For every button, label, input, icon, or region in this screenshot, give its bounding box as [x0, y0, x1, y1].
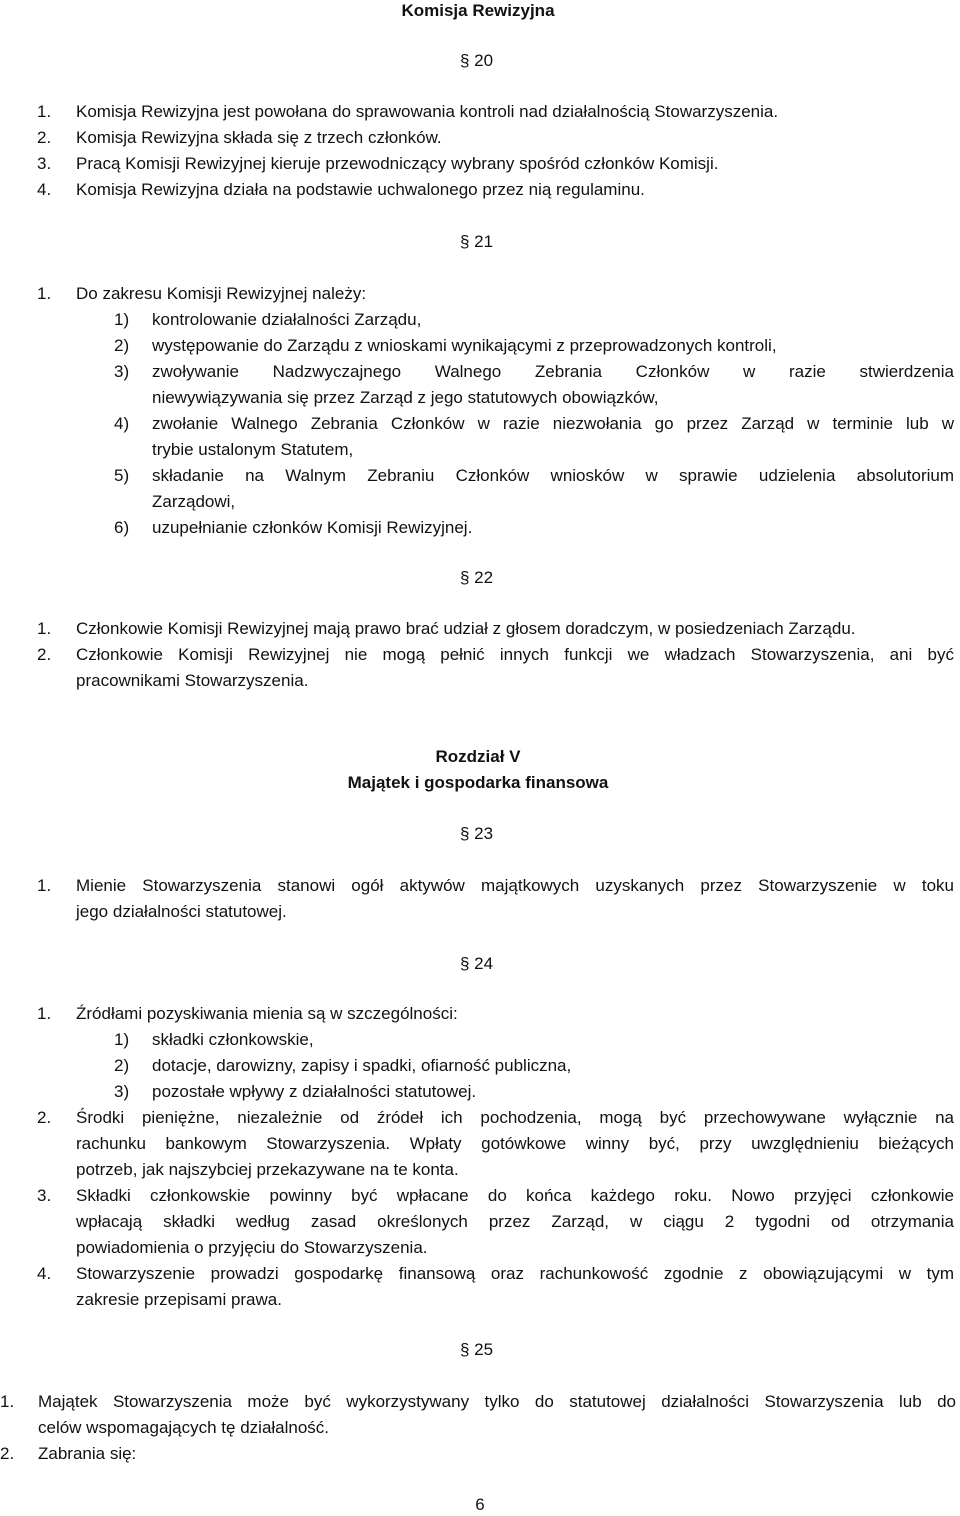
chapter-subtitle: Majątek i gospodarka finansowa	[347, 773, 609, 792]
p21-sub-2-line-1: występowanie do Zarządu z wnioskami wynikającymi z przeprowadzonych kontroli,	[152, 336, 777, 355]
p21-sub-4-line-2: trybie ustalonym Statutem,	[152, 440, 354, 459]
paragraph-22-heading: § 22	[460, 568, 494, 587]
p21-sub-1-line-1: kontrolowanie działalności Zarządu,	[152, 310, 422, 329]
p25-item-2-line-1: Zabrania się:	[38, 1444, 137, 1463]
p21-sub-2-num: 2)	[114, 336, 130, 355]
p20-item-2-text: Komisja Rewizyjna składa się z trzech członków.	[76, 128, 442, 147]
paragraph-20-heading: § 20	[460, 51, 494, 70]
p21-sub-6-num: 6)	[114, 518, 130, 537]
section-title: Komisja Rewizyjna	[401, 1, 555, 20]
p21-sub-3-line-1: zwoływanie Nadzwyczajnego Walnego Zebrania Członków w razie stwierdzenia	[152, 362, 954, 381]
paragraph-25-heading: § 25	[460, 1340, 494, 1359]
p24-sub-1-text: składki członkowskie,	[152, 1030, 314, 1049]
p23-item-1-line-2: jego działalności statutowej.	[76, 902, 287, 921]
p20-item-1-num: 1.	[37, 102, 52, 121]
p23-item-1-num: 1.	[37, 876, 52, 895]
p24-item-3-line-2: wpłacają składki według zasad określonych przez Zarząd, w ciągu 2 tygodni od otrzymania	[76, 1212, 954, 1231]
p21-sub-4-line-1: zwołanie Walnego Zebrania Członków w razie niezwołania go przez Zarząd w terminie lub w	[152, 414, 954, 433]
p24-item-2-num: 2.	[37, 1108, 52, 1127]
p24-sub-2-num: 2)	[114, 1056, 130, 1075]
p21-sub-4-num: 4)	[114, 414, 130, 433]
p22-item-1-line-1: Członkowie Komisji Rewizyjnej mają prawo brać udział z głosem doradczym, w posiedzeniach Zarządu.	[76, 619, 856, 638]
p24-item-3-num: 3.	[37, 1186, 52, 1205]
p21-intro-text: Do zakresu Komisji Rewizyjnej należy:	[76, 284, 367, 303]
paragraph-23-heading: § 23	[460, 824, 494, 843]
p20-item-3-num: 3.	[37, 154, 52, 173]
paragraph-21-heading: § 21	[460, 232, 494, 251]
chapter-title: Rozdział V	[435, 747, 521, 766]
p24-item-4-line-2: zakresie przepisami prawa.	[76, 1290, 282, 1309]
p22-item-2-num: 2.	[37, 645, 52, 664]
p24-sub-1-num: 1)	[114, 1030, 130, 1049]
p25-item-1-line-1: Majątek Stowarzyszenia może być wykorzystywany tylko do statutowej działalności Stowarzyszenia lub do	[38, 1392, 956, 1411]
p21-sub-3-num: 3)	[114, 362, 130, 381]
p24-item-4-num: 4.	[37, 1264, 52, 1283]
p21-sub-3-line-2: niewywiązywania się przez Zarząd z jego statutowych obowiązków,	[152, 388, 659, 407]
p20-item-1-text: Komisja Rewizyjna jest powołana do sprawowania kontroli nad działalnością Stowarzyszenia.	[76, 102, 779, 121]
p24-intro-text: Źródłami pozyskiwania mienia są w szczególności:	[76, 1004, 458, 1023]
p20-item-4-num: 4.	[37, 180, 52, 199]
p23-item-1-line-1: Mienie Stowarzyszenia stanowi ogół aktywów majątkowych uzyskanych przez Stowarzyszenie w toku	[76, 876, 954, 895]
p24-item-2-line-3: potrzeb, jak najszybciej przekazywane na te konta.	[76, 1160, 459, 1179]
p24-item-2-line-1: Środki pieniężne, niezależnie od źródeł ich pochodzenia, mogą być przechowywane wyłącznie na	[76, 1108, 954, 1127]
p21-sub-5-line-2: Zarządowi,	[152, 492, 236, 511]
p24-item-3-line-3: powiadomienia o przyjęciu do Stowarzyszenia.	[76, 1238, 428, 1257]
p24-intro-num: 1.	[37, 1004, 52, 1023]
p21-sub-5-num: 5)	[114, 466, 130, 485]
p22-item-1-num: 1.	[37, 619, 52, 638]
p21-sub-6-line-1: uzupełnianie członków Komisji Rewizyjnej.	[152, 518, 473, 537]
p24-sub-2-text: dotacje, darowizny, zapisy i spadki, ofiarność publiczna,	[152, 1056, 572, 1075]
p20-item-3-text: Pracą Komisji Rewizyjnej kieruje przewodniczący wybrany spośród członków Komisji.	[76, 154, 719, 173]
p22-item-2-line-2: pracownikami Stowarzyszenia.	[76, 671, 309, 690]
p25-item-1-line-2: celów wspomagających tę działalność.	[38, 1418, 330, 1437]
p22-item-2-line-1: Członkowie Komisji Rewizyjnej nie mogą pełnić innych funkcji we władzach Stowarzyszenia, ani być	[76, 645, 954, 664]
p21-sub-5-line-1: składanie na Walnym Zebraniu Członków wniosków w sprawie udzielenia absolutorium	[152, 466, 954, 485]
p24-item-4-line-1: Stowarzyszenie prowadzi gospodarkę finansową oraz rachunkowość zgodnie z obowiązującymi w tym	[76, 1264, 954, 1283]
p24-sub-3-text: pozostałe wpływy z działalności statutowej.	[152, 1082, 477, 1101]
p20-item-2-num: 2.	[37, 128, 52, 147]
paragraph-24-heading: § 24	[460, 954, 494, 973]
p24-item-2-line-2: rachunku bankowym Stowarzyszenia. Wpłaty gotówkowe winny być, przy uwzględnieniu bieżących	[76, 1134, 954, 1153]
p24-item-3-line-1: Składki członkowskie powinny być wpłacane do końca każdego roku. Nowo przyjęci członkowie	[76, 1186, 954, 1205]
page-number: 6	[475, 1495, 485, 1514]
p21-sub-1-num: 1)	[114, 310, 130, 329]
p25-item-2-num: 2.	[0, 1444, 15, 1463]
p21-intro-num: 1.	[37, 284, 52, 303]
p24-sub-3-num: 3)	[114, 1082, 130, 1101]
p20-item-4-text: Komisja Rewizyjna działa na podstawie uchwalonego przez nią regulaminu.	[76, 180, 645, 199]
p25-item-1-num: 1.	[0, 1392, 15, 1411]
